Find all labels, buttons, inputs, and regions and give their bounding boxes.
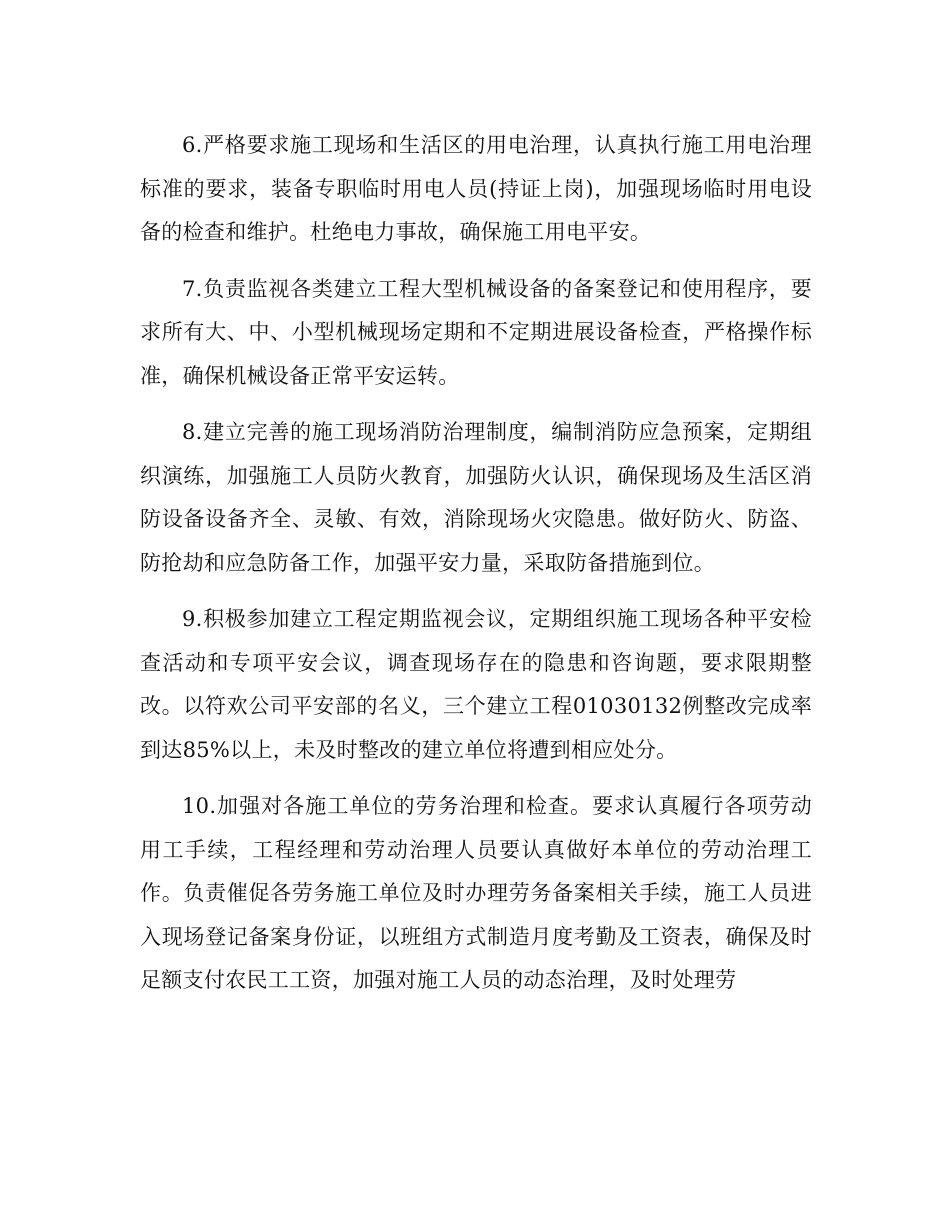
document-body bbox=[140, 124, 812, 1016]
paragraph-6: 6.严格要求施工现场和生活区的用电治理，认真执行施工用电治理标准的要求，装备专职临时用电人员(持证上岗)，加强现场临时用电设备的检查和维护。杜绝电力事故，确保施工用电平安。 bbox=[140, 133, 812, 244]
paragraph-8: 8.建立完善的施工现场消防治理制度，编制消防应急预案，定期组织演练，加强施工人员防火教育，加强防火认识，确保现场及生活区消防设备设备齐全、灵敏、有效，消除现场火灾隐患。做好防火、防盗、防抢劫和应急防备工作，加强平安力量，采取防备措施到位。 bbox=[140, 420, 812, 575]
paragraph-7: 7.负责监视各类建立工程大型机械设备的备案登记和使用程序，要求所有大、中、小型机械现场定期和不定期进展设备检查，严格操作标准，确保机械设备正常平安运转。 bbox=[140, 276, 812, 388]
paragraph-10: 10.加强对各施工单位的劳务治理和检查。要求认真履行各项劳动用工手续，工程经理和劳动治理人员要认真做好本单位的劳动治理工作。负责催促各劳务施工单位及时办理劳务备案相关手续，施工人员进入现场登记备案身份证，以班组方式制造月度考勤及工资表，确保及时足额支付农民工工资，加强对施工人员的动态治理，及时处理劳 bbox=[140, 794, 812, 992]
paragraph-9: 9.积极参加建立工程定期监视会议，定期组织施工现场各种平安检查活动和专项平安会议，调查现场存在的隐患和咨询题，要求限期整改。以符欢公司平安部的名义，三个建立工程01030132例整改完成率到达85%以上，未及时整改的建立单位将遭到相应处分。 bbox=[140, 607, 812, 762]
